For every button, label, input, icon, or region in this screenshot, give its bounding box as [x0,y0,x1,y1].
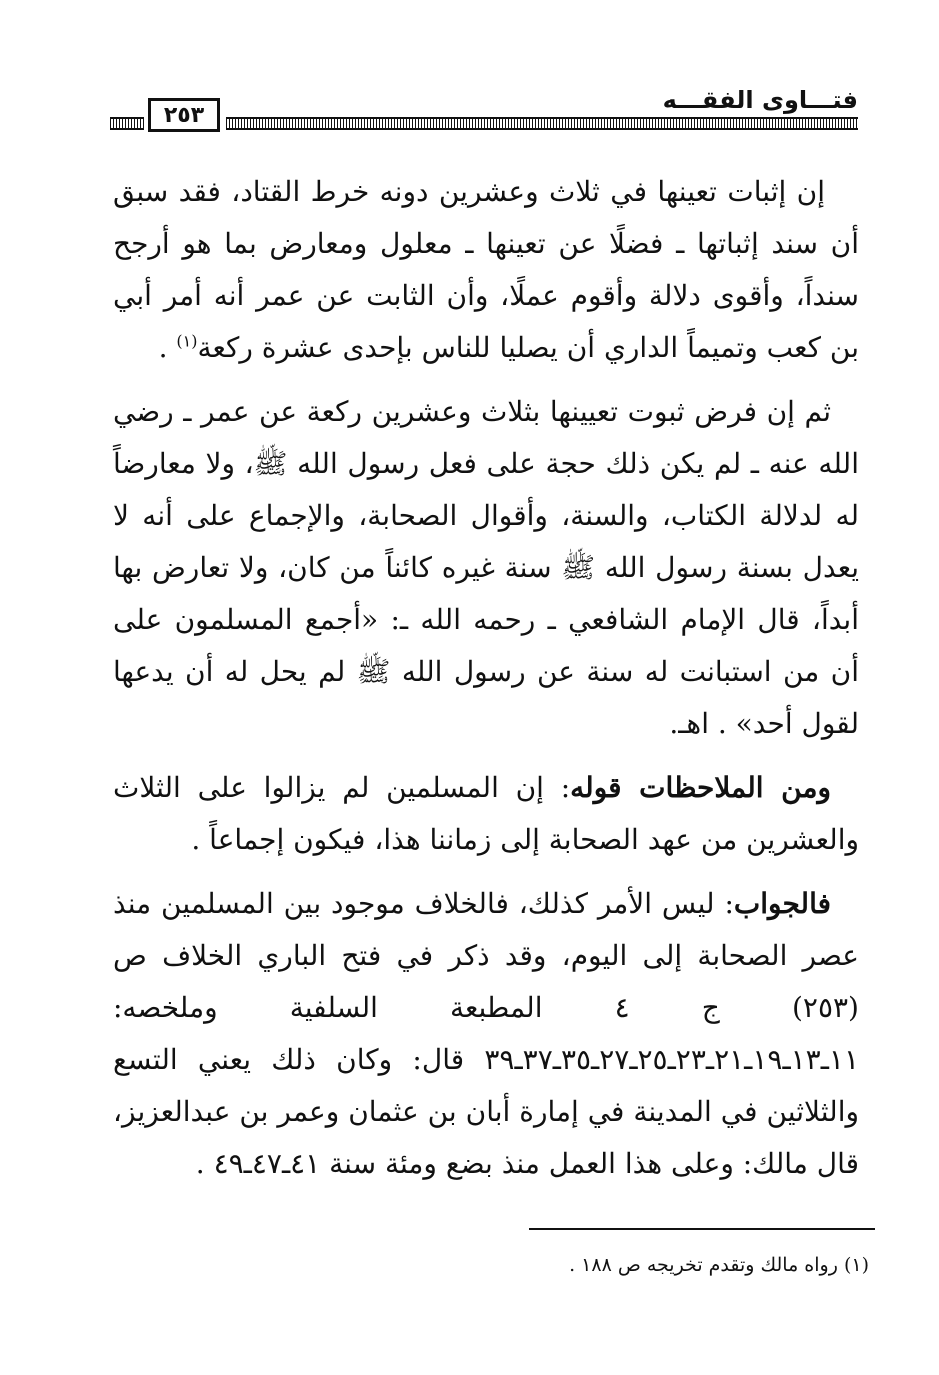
footnote-divider [529,1228,875,1230]
footnote-text: رواه مالك وتقدم تخريجه ص ١٨٨ . [569,1254,838,1276]
paragraph-tail: . [158,331,177,364]
paragraph-text: : إن المسلمين لم يزالوا على الثلاث والعشرين من عهد الصحابة إلى زماننا هذا، فيكون إجماعاً . [113,771,859,856]
page-header [110,84,858,136]
paragraph-text: : ليس الأمر كذلك، فالخلاف موجود بين المسلمين منذ عصر الصحابة إلى اليوم، وقد ذكر في فتح الباري الخلاف ص (٢٥٣) ج ٤ المطبعة السلفية وملخصه: ١١ـ١٣ـ١٩ـ٢١ـ٢٣ـ٢٥ـ٢٧ـ٣٥ـ٣٧ـ٣٩ قال: وكان ذلك يعني التسع والثلاثين في المدينة في إمارة أبان بن عثمان وعمر بن عبدالعزيز، قال مالك: وعلى هذا العمل منذ بضع ومئة سنة ٤١ـ٤٧ـ٤٩ . [113,887,859,1180]
paragraph-3 [113,762,859,866]
paragraph-lead: فالجواب [733,887,831,920]
book-title: فتـــاوى الفقـــه [662,86,858,114]
paragraph-2 [113,386,859,750]
footnote-reference: (١) [176,331,198,351]
page-number: ٢٥٣ [148,98,220,132]
footnote-1 [569,1252,869,1278]
main-text [113,166,859,1202]
header-rule [226,117,858,130]
paragraph-1 [113,166,859,374]
footnote-marker: (١) [843,1254,869,1276]
paragraph-lead: ومن الملاحظات قوله [570,771,831,804]
paragraph-text: إن إثبات تعينها في ثلاث وعشرين دونه خرط القتاد، فقد سبق أن سند إثباتها ـ فضلًا عن تعينها ـ معلول ومعارض بما هو أرجح سنداً، وأقوى دلالة وأقوم عملًا، وأن الثابت عن عمر أنه أمر أبي بن كعب وتميماً الداري أن يصليا للناس بإحدى عشرة ركعة [113,175,859,364]
header-rule-left [110,117,144,130]
paragraph-4 [113,878,859,1190]
paragraph-text: ثم إن فرض ثبوت تعيينها بثلاث وعشرين ركعة عن عمر ـ رضي الله عنه ـ لم يكن ذلك حجة على فعل رسول الله ﷺ، ولا معارضاً له لدلالة الكتاب، والسنة، وأقوال الصحابة، والإجماع على أنه لا يعدل بسنة رسول الله ﷺ سنة غيره كائناً من كان، ولا تعارض بها أبداً، قال الإمام الشافعي ـ رحمه الله ـ: «أجمع المسلمون على أن من استبانت له سنة عن رسول الله ﷺ لم يحل له أن يدعها لقول أحد» . اهـ. [113,395,859,740]
